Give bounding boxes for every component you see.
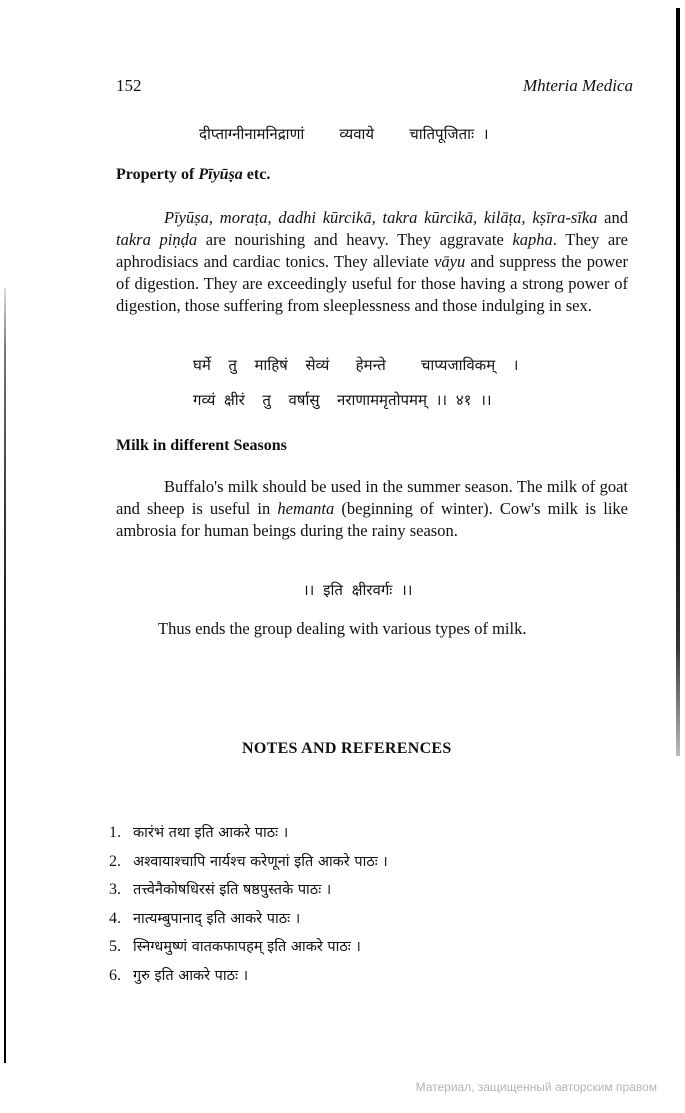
note-text: तत्त्वेनैकोषधिरसं इति षष्ठपुस्तके पाठः । (133, 882, 332, 898)
page-number: 152 (116, 76, 142, 95)
text-run: Buffalo's milk should be used in the summer season. The milk of goat and sheep is useful in (116, 477, 628, 518)
text-run: hemanta (277, 499, 335, 518)
note-number: 1. (109, 824, 121, 841)
notes-list (109, 822, 388, 993)
note-item (109, 822, 388, 851)
note-text: नात्यम्बुपानाद् इति आकरे पाठः । (133, 910, 301, 927)
note-item (109, 879, 388, 908)
text-run: and (597, 208, 629, 227)
section-heading-milk-seasons: Milk in different Seasons (116, 437, 287, 454)
notes-title: NOTES AND REFERENCES (242, 740, 452, 757)
note-number: 5. (109, 938, 121, 955)
text-run: Pīyūṣa, moraṭa, dadhi kūrcikā, takra kūrcikā, kilāṭa, kṣīra-sīka (164, 208, 598, 227)
text-run: vāyu (434, 252, 466, 271)
scan-edge-left (4, 288, 6, 1063)
note-item (109, 936, 388, 965)
text-run: and suppress the power of digestion. They are exceedingly useful for those having a strong power of digestion, those suffering from sleeplessness and those indulging in sex. (116, 252, 629, 315)
text-run: kapha (512, 230, 553, 249)
note-text: कारंभं तथा इति आकरे पाठः । (133, 825, 289, 841)
note-item (109, 908, 388, 937)
text-run: (beginning of winter). Cow's milk is like ambrosia for human beings during the rainy season. (116, 499, 628, 540)
paragraph-milk-seasons (116, 476, 628, 542)
text-run: . They are aphrodisiacs and cardiac tonics. They alleviate (116, 230, 628, 271)
sanskrit-colophon: ।। इति क्षीरवर्गः ।। (303, 581, 413, 599)
note-item (109, 965, 388, 994)
note-number: 2. (109, 852, 121, 870)
note-number: 3. (109, 881, 121, 898)
note-number: 6. (109, 966, 121, 984)
note-text: अश्वायाश्चापि नार्यश्च करेणूनां इति आकरे पाठः । (133, 853, 388, 870)
note-item (109, 851, 388, 880)
sanskrit-verse-line-2: गव्यं क्षीरं तु वर्षासु नराणाममृतोपमम् ।। ४१ ।। (193, 391, 492, 409)
paragraph-piyusa (116, 207, 628, 317)
closing-line: Thus ends the group dealing with various types of milk. (158, 619, 527, 638)
note-text: गुरु इति आकरे पाठः । (133, 967, 249, 984)
text-run: takra piṇḍa (116, 230, 198, 249)
copyright-watermark: Материал, защищенный авторским правом (415, 1080, 657, 1094)
sanskrit-verse-top: दीप्ताग्नीनामनिद्राणां व्यवाये चातिपूजिताः । (199, 125, 489, 143)
note-text: स्निग्धमुष्णं वातकफापहम् इति आकरे पाठः । (133, 939, 361, 955)
scan-edge-right (676, 8, 680, 756)
running-head: Mhteria Medica (523, 76, 633, 95)
note-number: 4. (109, 909, 121, 927)
text-run: are nourishing and heavy. They aggravate (197, 230, 513, 249)
sanskrit-verse-line-1: घर्मे तु माहिषं सेव्यं हेमन्ते चाप्यजाविकम् । (193, 356, 519, 374)
section-heading-piyusa: Property of Pīyūṣa etc. (116, 166, 271, 183)
